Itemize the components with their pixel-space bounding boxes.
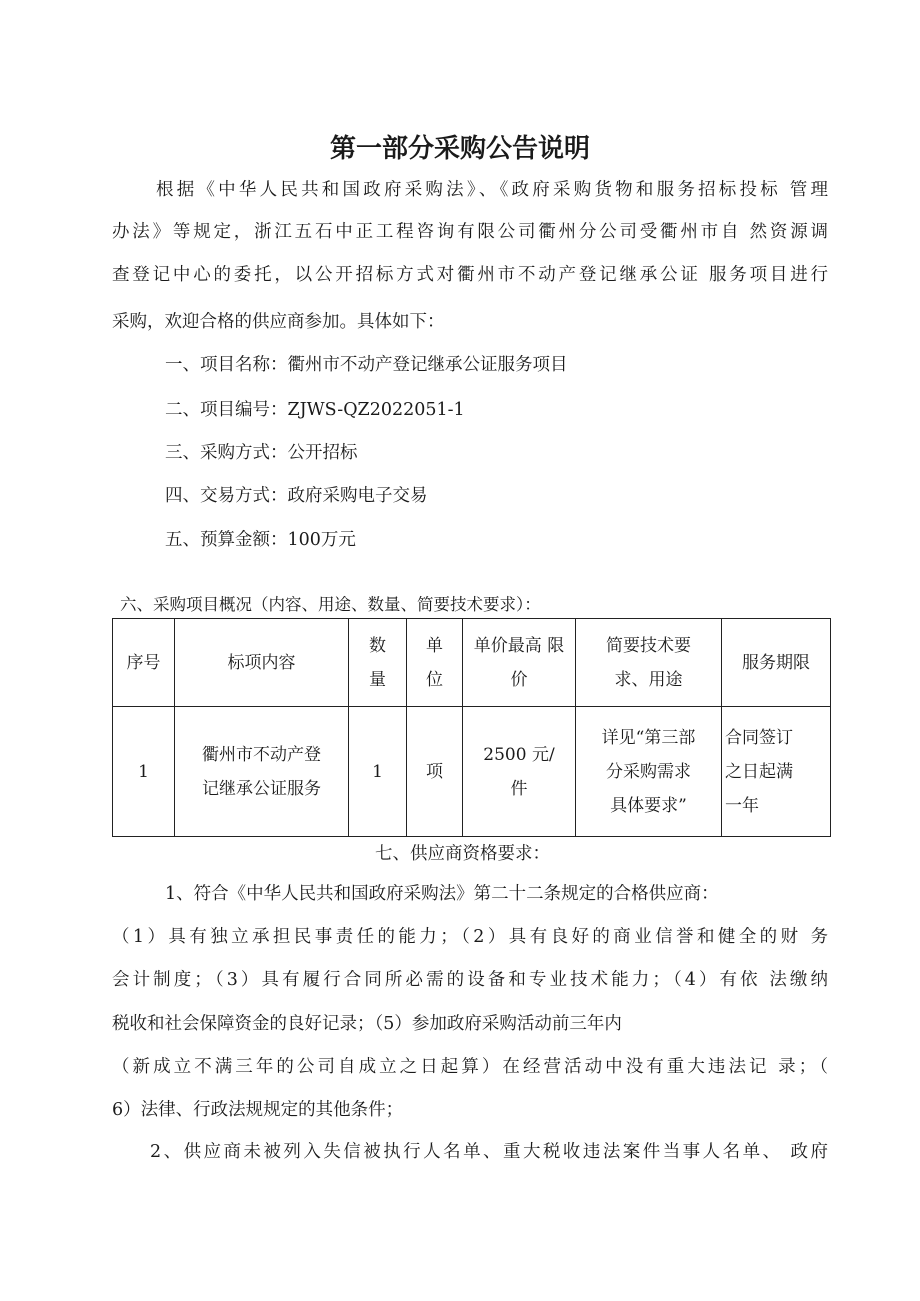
header-tech: 简要技术要 求、用途 [576,619,722,707]
requirement-line: 6）法律、行政法规规定的其他条件； [112,1100,404,1120]
requirement-line: （1）具有独立承担民事责任的能力；（2）具有良好的商业信誉和健全的财 务 [112,927,828,947]
table-header-row [113,619,831,707]
item-project-name: 一、项目名称：衢州市不动产登记继承公证服务项目 [165,355,568,375]
requirement-line: 会计制度；（3）具有履行合同所必需的设备和专业技术能力；（4）有依 法缴纳 [112,970,828,990]
intro-line: 根据《中华人民共和国政府采购法》、《政府采购货物和服务招标投标 管理 [156,180,828,200]
requirement-line: （新成立不满三年的公司自成立之日起算）在经营活动中没有重大违法记 录；（ [112,1057,828,1077]
requirement-line: 税收和社会保障资金的良好记录；（5）参加政府采购活动前三年内 [112,1014,622,1034]
header-content: 标项内容 [175,619,349,707]
header-no: 序号 [113,619,175,707]
cell-content: 衢州市不动产登 记继承公证服务 [175,707,349,837]
cell-period: 合同签订 之日起满 一年 [722,707,831,837]
cell-tech: 详见“第三部 分采购需求 具体要求” [576,707,722,837]
cell-price: 2500 元/ 件 [463,707,576,837]
item-project-number: 二、项目编号：ZJWS-QZ2022051-1 [165,400,465,420]
table-caption: 六、采购项目概况（内容、用途、数量、简要技术要求）： [120,595,541,614]
intro-line: 查登记中心的委托，以公开招标方式对衢州市不动产登记继承公证 服务项目进行 [112,265,828,285]
header-unit: 单 位 [407,619,463,707]
item-transaction-method: 四、交易方式：政府采购电子交易 [165,486,428,506]
header-period: 服务期限 [722,619,831,707]
requirement-1: 1、符合《中华人民共和国政府采购法》第二十二条规定的合格供应商： [165,884,719,904]
page-title: 第一部分采购公告说明 [329,134,590,164]
header-price: 单价最高 限 价 [463,619,576,707]
item-procurement-method: 三、采购方式：公开招标 [165,443,358,463]
item-budget: 五、预算金额：100万元 [165,530,356,550]
cell-qty: 1 [349,707,407,837]
cell-unit: 项 [407,707,463,837]
section7-title: 七、供应商资格要求： [375,844,550,864]
table-row [113,707,831,837]
cell-no: 1 [113,707,175,837]
procurement-table [112,618,831,837]
intro-line: 办法》等规定，浙江五石中正工程咨询有限公司衢州分公司受衢州市自 然资源调 [112,222,828,242]
intro-line: 采购，欢迎合格的供应商参加。具体如下： [112,312,445,332]
header-qty: 数 量 [349,619,407,707]
requirement-2: 2、供应商未被列入失信被执行人名单、重大税收违法案件当事人名单、 政府 [150,1142,828,1162]
